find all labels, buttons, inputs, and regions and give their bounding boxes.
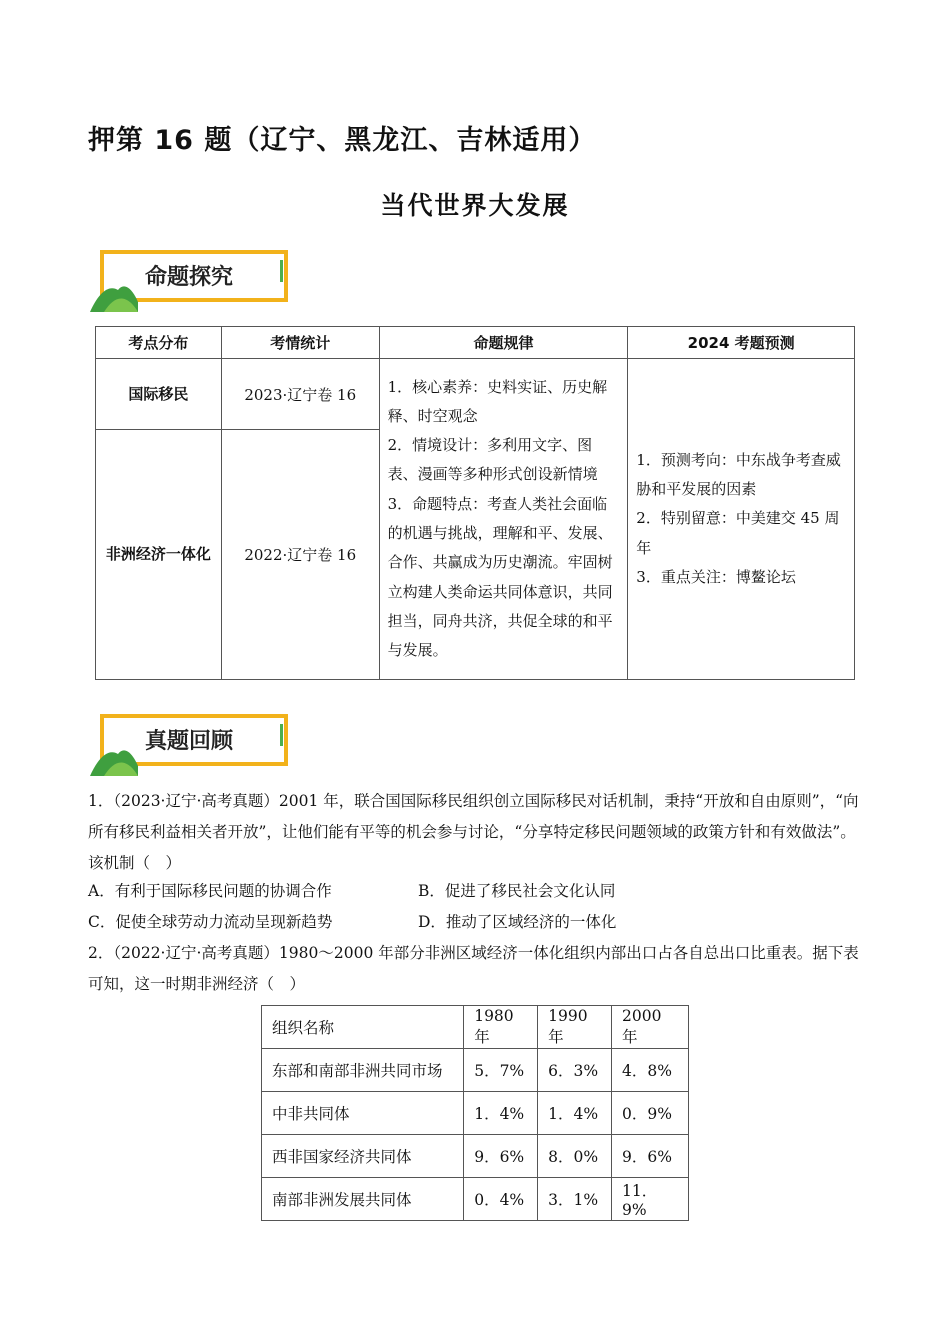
topic-cell: 国际移民 [96,359,222,430]
predictions-cell [628,359,855,680]
table-header-row [96,327,855,359]
table-row [262,1092,689,1135]
value-cell: 1．4% [464,1092,538,1135]
section-banner-review [90,710,300,780]
page-title: 押第 16 题（辽宁、黑龙江、吉林适用） [88,125,597,156]
rule-item: 3．命题特点：考查人类社会面临的机遇与挑战，理解和平、发展、合作、共赢成为历史潮流。牢固树立构建人类命运共同体意识，共同担当，同舟共济，共促全球的和平与发展。 [387,494,613,660]
stat-cell: 2022·辽宁卷 16 [221,430,379,680]
org-name-cell: 中非共同体 [262,1092,464,1135]
table-row [262,1178,689,1221]
value-cell: 3．1% [538,1178,612,1221]
value-cell: 1．4% [538,1092,612,1135]
column-header: 组织名称 [262,1006,464,1049]
value-cell: 9．6% [612,1135,689,1178]
org-name-cell: 南部非洲发展共同体 [262,1178,464,1221]
value-cell: 4．8% [612,1049,689,1092]
question-stem: 2．（2022·辽宁·高考真题）1980～2000 年部分非洲区域经济一体化组织内部出口占各自总出口比重表。据下表可知，这一时期非洲经济（ ） [88,944,859,993]
column-header: 2000 年 [612,1006,689,1049]
analysis-table [95,326,855,680]
value-cell: 9．6% [464,1135,538,1178]
page-subtitle: 当代世界大发展 [380,191,570,220]
prediction-item: 3．重点关注：博鳌论坛 [636,567,796,586]
rule-item: 1．核心素养：史料实证、历史解释、时空观念 [387,377,608,425]
column-header: 命题规律 [379,327,628,359]
rule-item: 2．情境设计：多利用文字、图表、漫画等多种形式创设新情境 [387,436,598,484]
option-a: A．有利于国际移民问题的协调合作 [88,882,332,900]
section-label: 命题探究 [145,265,234,290]
table-row [262,1135,689,1178]
org-name-cell: 西非国家经济共同体 [262,1135,464,1178]
column-header: 2024 考题预测 [628,327,855,359]
value-cell: 5．7% [464,1049,538,1092]
org-name-cell: 东部和南部非洲共同市场 [262,1049,464,1092]
section-label: 真题回顾 [145,729,234,754]
value-cell: 0．4% [464,1178,538,1221]
prediction-item: 1．预测考向：中东战争考查威胁和平发展的因素 [636,450,841,499]
topic-cell: 非洲经济一体化 [96,430,222,680]
rules-cell [379,359,628,680]
column-header: 考情统计 [221,327,379,359]
option-c: C．促使全球劳动力流动呈现新趋势 [88,913,333,931]
question-stem: 1．（2023·辽宁·高考真题）2001 年，联合国国际移民组织创立国际移民对话机制，秉持“开放和自由原则”，“向所有移民利益相关者开放”，让他们能有平等的机会参与讨论，“分享特定移民问题领域的政策方针和有效做法”。该机制（ ） [88,792,859,872]
table-header-row [262,1006,689,1049]
column-header: 1980 年 [464,1006,538,1049]
value-cell: 8．0% [538,1135,612,1178]
stat-cell: 2023·辽宁卷 16 [221,359,379,430]
option-d: D．推动了区域经济的一体化 [418,913,617,931]
table-row [96,359,855,430]
table-row [262,1049,689,1092]
export-table [261,1005,689,1221]
section-banner-analysis [90,246,300,316]
value-cell: 11．9% [612,1178,689,1221]
value-cell: 0．9% [612,1092,689,1135]
value-cell: 6．3% [538,1049,612,1092]
column-header: 考点分布 [96,327,222,359]
column-header: 1990 年 [538,1006,612,1049]
option-b: B．促进了移民社会文化认同 [418,882,616,900]
prediction-item: 2．特别留意：中美建交 45 周年 [636,509,840,557]
